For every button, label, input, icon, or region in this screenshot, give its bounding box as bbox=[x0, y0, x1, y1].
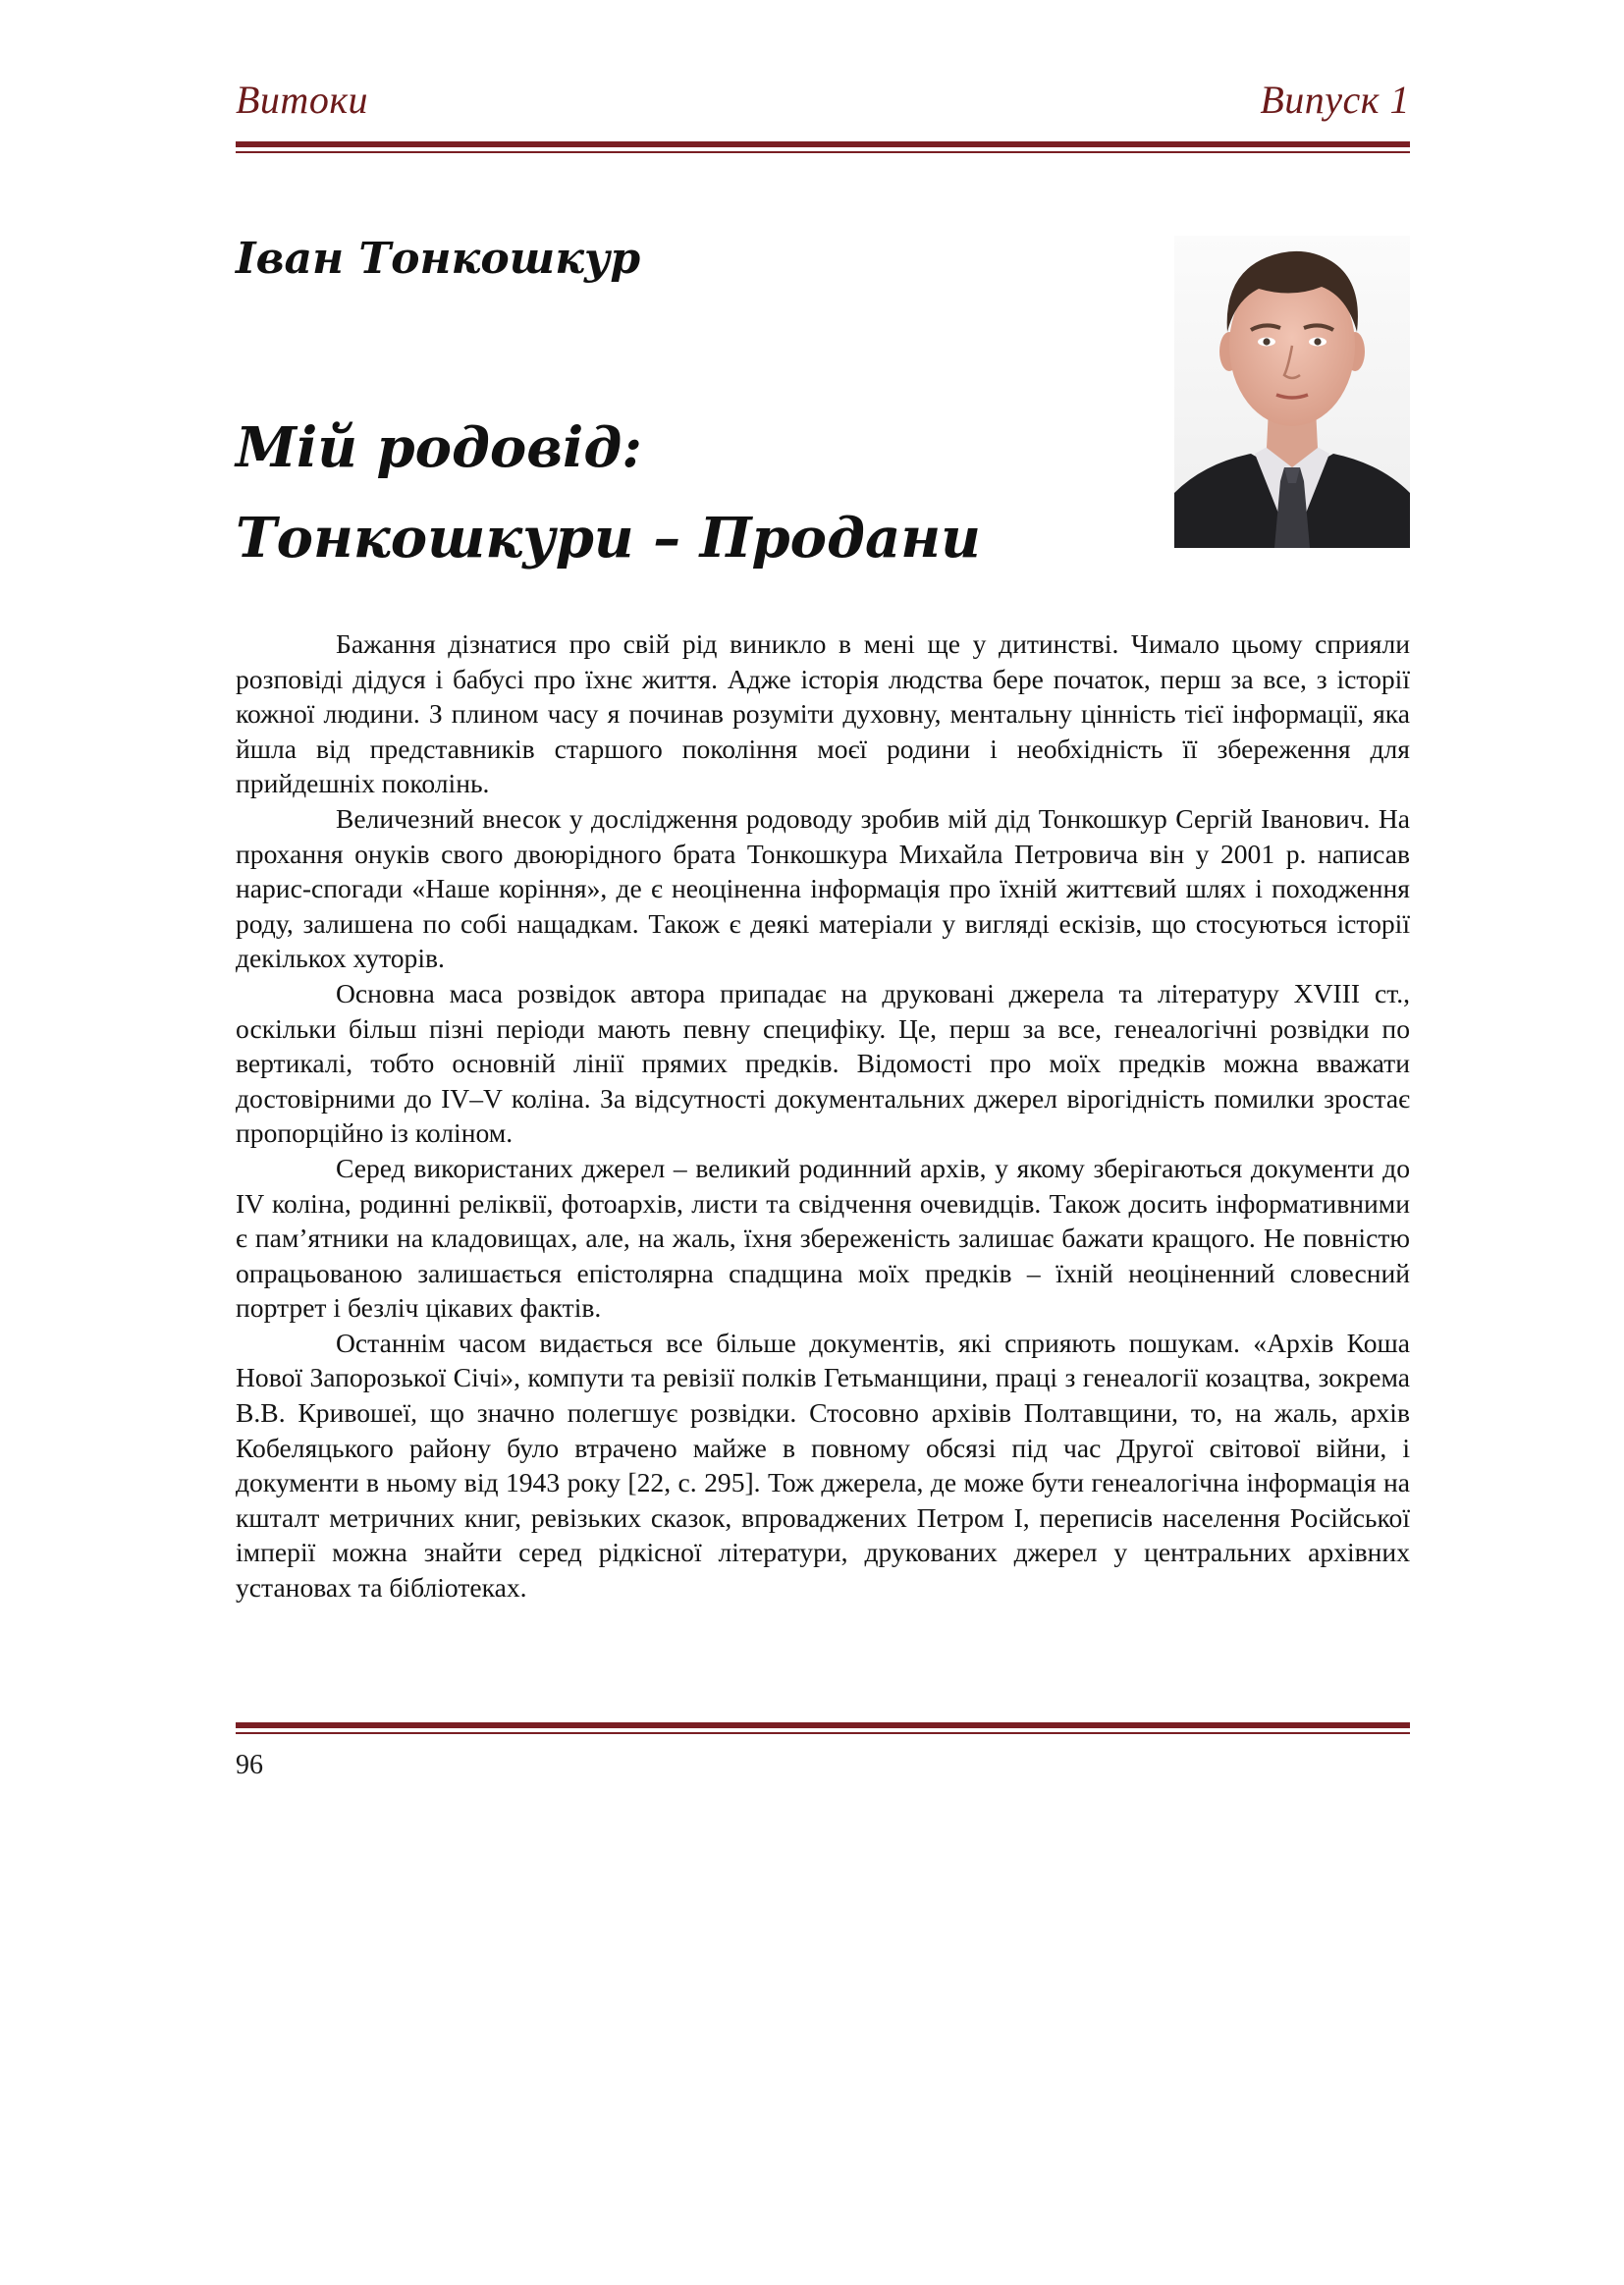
article-title-line-1: Мій родовід: bbox=[236, 415, 642, 480]
paragraph: Останнім часом видається все більше документів, які сприяють пошукам. «Архів Коша Нової Запорозької Січі», компути та ревізії полків Гетьманщини, праці з генеалогії козацтва, зокрема В.В. Кривошеї, що значно полегшує розвідки. Стосовно архівів Полтавщини, то, на жаль, архів Кобеляцького району було втрачено майже в повному обсязі під час Другої світової війни, і документи в ньому від 1943 року [22, с. 295]. Тож джерела, де може бути генеалогічна інформація на кшталт метричних книг, ревізьких сказок, впроваджених Петром І, переписів населення Російської імперії можна знайти серед рідкісної літератури, друкованих джерел у центральних архівних установах та бібліотеках. bbox=[236, 1327, 1410, 1604]
issue-number: Випуск 1 bbox=[1260, 78, 1410, 122]
header-rule bbox=[236, 141, 1410, 153]
running-header bbox=[236, 77, 1410, 126]
page-number: 96 bbox=[236, 1750, 263, 1780]
article-body bbox=[236, 626, 1410, 1605]
paragraph: Основна маса розвідок автора припадає на друковані джерела та літературу XVIII ст., оскільки більш пізні періоди мають певну специфіку. Це, перш за все, генеалогічні розвідки по вертикалі, тобто основній лінії прямих предків. Відомості про моїх предків можна вважати достовірними до IV–V коліна. За відсутності документальних джерел вірогідність помилки зростає пропорційно із коліном. bbox=[236, 977, 1410, 1149]
footer-rule bbox=[236, 1722, 1410, 1734]
paragraph: Серед використаних джерел – великий родинний архів, у якому зберігаються документи до IV коліна, родинні реліквії, фотоархів, листи та свідчення очевидців. Також досить інформативними є пам’ятники на кладовищах, але, на жаль, їхня збереженість залишає бажати кращого. Не повністю опрацьованою залишається епістолярна спадщина моїх предків – їхній неоціненний словесний портрет і безліч цікавих фактів. bbox=[236, 1152, 1410, 1324]
journal-name: Витоки bbox=[236, 78, 369, 122]
article-title bbox=[236, 403, 981, 583]
author-portrait bbox=[1174, 236, 1410, 548]
portrait-photo-icon bbox=[1174, 236, 1410, 548]
article-author: Іван Тонкошкур bbox=[236, 234, 641, 284]
paragraph: Величезний внесок у дослідження родоводу зробив мій дід Тонкошкур Сергій Іванович. На прохання онуків свого двоюрідного брата Тонкошкура Михайла Петровича він у 2001 р. написав нарис-спогади «Наше коріння», де є неоціненна інформація про їхній життєвий шлях і походження роду, залишена по собі нащадкам. Також є деякі матеріали у вигляді ескізів, що стосуються історії декількох хуторів. bbox=[236, 802, 1410, 974]
article-title-line-2: Тонкошкури – Продани bbox=[236, 506, 981, 571]
paragraph: Бажання дізнатися про свій рід виникло в мені ще у дитинстві. Чимало цьому сприяли розповіді дідуся і бабусі про їхнє життя. Адже історія людства бере початок, перш за все, з історії кожної людини. З плином часу я починав розуміти духовну, ментальну цінність тієї інформації, яка йшла від представників старшого покоління моєї родини і необхідність її збереження для прийдешніх поколінь. bbox=[236, 628, 1410, 799]
